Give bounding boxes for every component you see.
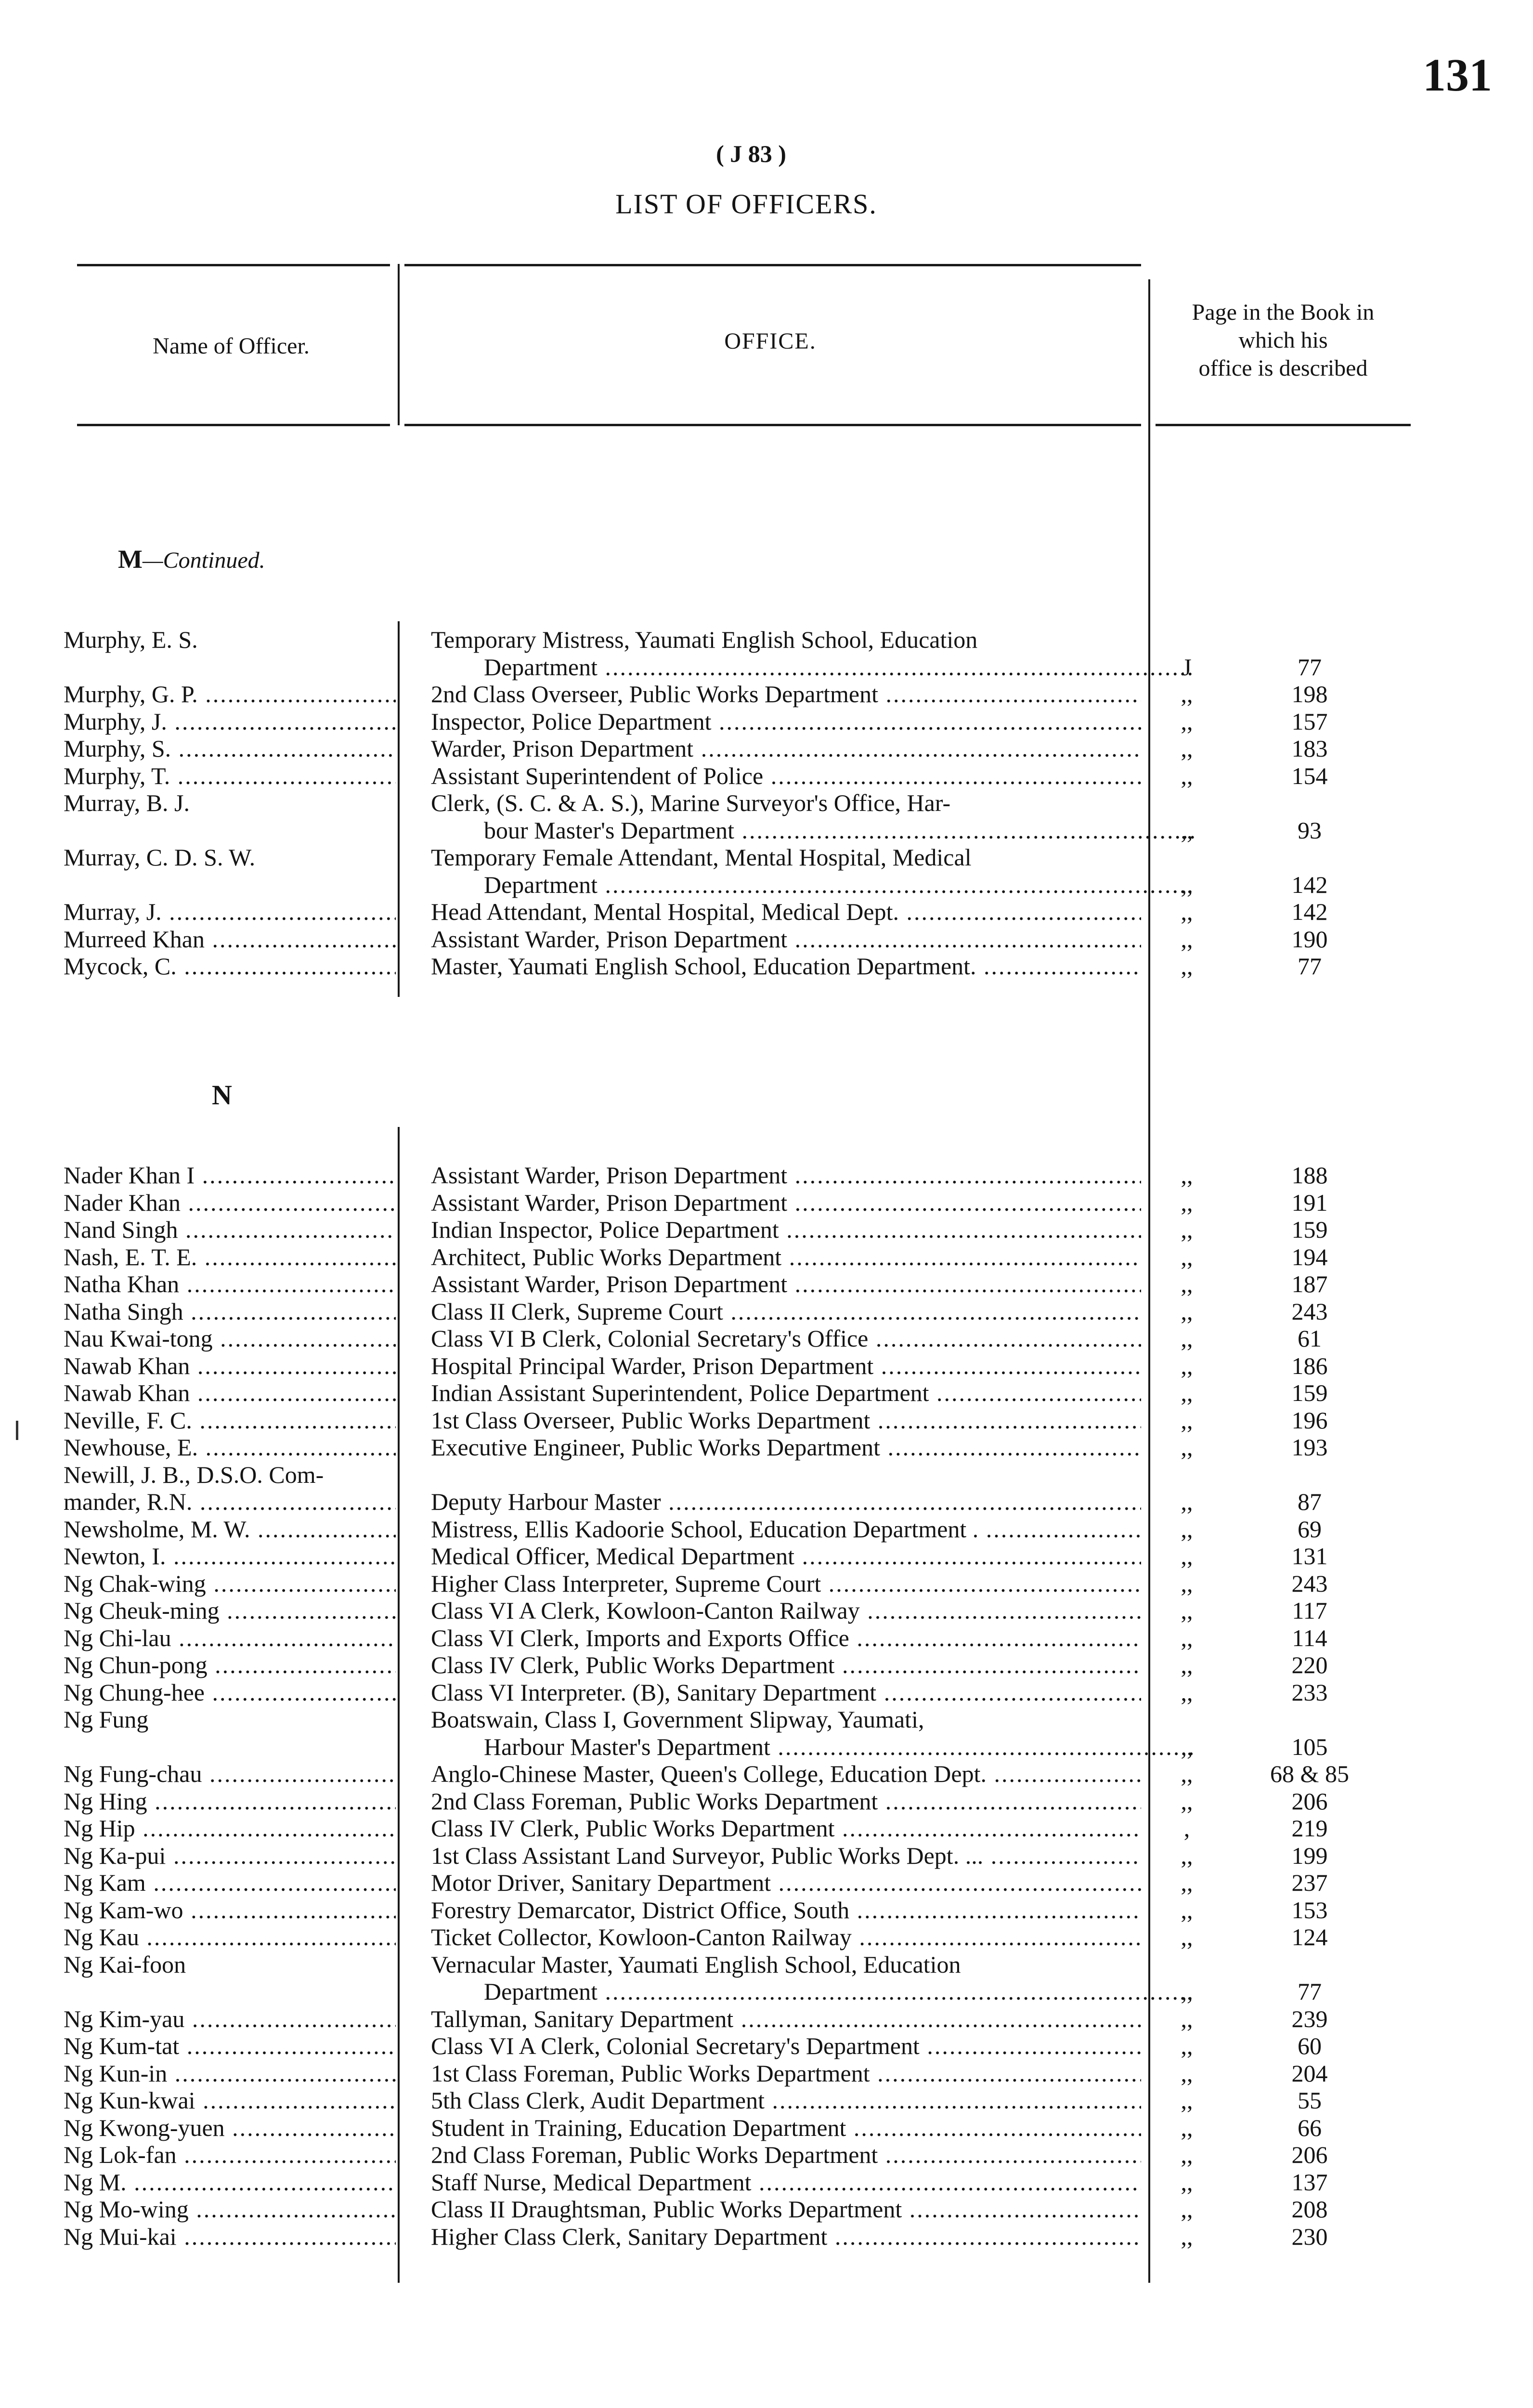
ditto-mark: ,, — [1181, 1842, 1193, 1869]
header-bottom-rule-left — [77, 424, 390, 426]
ditto-mark: ,, — [1181, 1162, 1193, 1189]
officer-name: Murphy, J. ..... — [64, 708, 396, 735]
page-reference: 87 — [1298, 1488, 1322, 1515]
officer-list-m — [0, 626, 1533, 980]
office-description: Medical Officer, Medical Department ..... — [431, 1543, 1141, 1570]
header-bottom-rule-right — [1156, 424, 1411, 426]
officer-entry — [0, 735, 1533, 762]
ditto-mark: ,, — [1181, 1216, 1193, 1243]
officer-name: Ng Ka-pui ..... — [64, 1842, 396, 1870]
officer-entry — [0, 681, 1533, 708]
officer-entry — [0, 1162, 1533, 1189]
office-description: Mistress, Ellis Kadoorie School, Education Department . ..... — [431, 1516, 1141, 1543]
officer-entry — [0, 953, 1533, 980]
officer-name: Newhouse, E. ..... — [64, 1434, 396, 1461]
office-description: Department ..... — [431, 871, 1194, 899]
header-page-in-book — [1156, 299, 1411, 382]
page-reference: 61 — [1298, 1325, 1322, 1352]
page-reference: 233 — [1291, 1678, 1328, 1706]
office-description: Assistant Warder, Prison Department ..... — [431, 1270, 1141, 1298]
header-name-of-officer: Name of Officer. — [153, 333, 310, 359]
ditto-mark: ,, — [1181, 1869, 1193, 1896]
office-description: 1st Class Assistant Land Surveyor, Public Works Dept. ... ..... — [431, 1842, 1141, 1870]
officer-entry — [0, 1543, 1533, 1570]
officer-name: Newill, J. B., D.S.O. Com- — [64, 1461, 324, 1488]
office-description: Higher Class Interpreter, Supreme Court ..... — [431, 1570, 1141, 1597]
ditto-mark: ,, — [1181, 871, 1193, 898]
page-reference: 131 — [1291, 1543, 1328, 1570]
page-reference: 69 — [1298, 1515, 1322, 1543]
office-description: Assistant Warder, Prison Department ..... — [431, 926, 1141, 953]
ditto-mark: ,, — [1181, 953, 1193, 980]
office-description: Inspector, Police Department ..... — [431, 708, 1141, 735]
officer-entry — [0, 1461, 1533, 1516]
officer-entry — [0, 1951, 1533, 2005]
officer-entry — [0, 1379, 1533, 1407]
officer-name: Murphy, T. ..... — [64, 762, 396, 790]
page-reference: 188 — [1291, 1162, 1328, 1189]
officer-name: Ng Kai-foon — [64, 1950, 186, 1978]
page-reference: 60 — [1298, 2032, 1322, 2059]
ditto-mark: ,, — [1181, 2141, 1193, 2168]
officer-entry — [0, 1924, 1533, 1951]
officer-entry — [0, 926, 1533, 953]
office-description: Vernacular Master, Yaumati English School, Education — [431, 1950, 961, 1978]
page-reference: 142 — [1291, 871, 1328, 898]
ditto-mark: ,, — [1181, 1760, 1193, 1787]
officer-name: Ng Chung-hee ..... — [64, 1679, 396, 1706]
officer-entry — [0, 844, 1533, 898]
page-reference: 239 — [1291, 2005, 1328, 2032]
office-description: Class VI Clerk, Imports and Exports Office ..... — [431, 1624, 1141, 1652]
officer-name: Murphy, G. P. ..... — [64, 681, 396, 708]
officer-entry — [0, 1298, 1533, 1325]
office-description: Executive Engineer, Public Works Department ..... — [431, 1434, 1141, 1461]
page-reference: 230 — [1291, 2223, 1328, 2250]
officer-name: Murphy, S. ..... — [64, 735, 396, 762]
page-title: LIST OF OFFICERS. — [615, 188, 877, 220]
ditto-mark: ,, — [1181, 2005, 1193, 2032]
officer-name: mander, R.N. ..... — [64, 1488, 396, 1516]
officer-name: Neville, F. C. ..... — [64, 1407, 396, 1434]
page-reference: 77 — [1298, 953, 1322, 980]
officer-name: Ng Mui-kai ..... — [64, 2223, 396, 2251]
ditto-mark: ,, — [1181, 816, 1193, 844]
ditto-mark: ,, — [1181, 1515, 1193, 1543]
page-reference: 105 — [1291, 1733, 1328, 1760]
office-description: Temporary Female Attendant, Mental Hospital, Medical — [431, 844, 972, 871]
page-reference: 243 — [1291, 1570, 1328, 1597]
officer-entry — [0, 898, 1533, 926]
office-description: Class IV Clerk, Public Works Department ..... — [431, 1815, 1141, 1842]
page-reference: 183 — [1291, 735, 1328, 762]
officer-entry — [0, 789, 1533, 844]
ditto-mark: ,, — [1181, 2223, 1193, 2250]
office-description: 5th Class Clerk, Audit Department ..... — [431, 2087, 1141, 2114]
officer-name: Newton, I. ..... — [64, 1543, 396, 1570]
officer-name: Newsholme, M. W. ..... — [64, 1516, 396, 1543]
section-letter-m: M — [118, 545, 143, 574]
officer-name: Nawab Khan ..... — [64, 1352, 396, 1380]
officer-name: Ng Cheuk-ming ..... — [64, 1597, 396, 1624]
office-description: 2nd Class Foreman, Public Works Department ..... — [431, 2141, 1141, 2169]
ditto-mark: ,, — [1181, 2087, 1193, 2114]
officer-name: Ng Kum-tat ..... — [64, 2032, 396, 2060]
officer-name: Mycock, C. ..... — [64, 953, 396, 980]
page-reference: 159 — [1291, 1216, 1328, 1243]
page-reference: 117 — [1292, 1597, 1327, 1624]
officer-entry — [0, 2141, 1533, 2169]
officer-name: Murreed Khan ..... — [64, 926, 396, 953]
ditto-mark: ,, — [1181, 2114, 1193, 2141]
office-description: bour Master's Department ..... — [431, 817, 1194, 844]
office-description: Clerk, (S. C. & A. S.), Marine Surveyor's Office, Har- — [431, 789, 951, 816]
ditto-mark: J — [1182, 653, 1192, 681]
officer-name: Ng Hing ..... — [64, 1788, 396, 1815]
ditto-mark: ,, — [1181, 707, 1193, 735]
office-description: Temporary Mistress, Yaumati English School, Education — [431, 626, 978, 653]
page-reference: 191 — [1291, 1189, 1328, 1216]
page-reference: 77 — [1298, 653, 1322, 681]
office-description: Indian Inspector, Police Department ..... — [431, 1216, 1141, 1243]
officer-entry — [0, 1842, 1533, 1870]
ditto-mark: ,, — [1181, 1325, 1193, 1352]
ditto-mark: ,, — [1181, 1570, 1193, 1597]
page-reference: 243 — [1291, 1297, 1328, 1325]
officer-name: Ng Kam ..... — [64, 1869, 396, 1897]
officer-entry — [0, 1869, 1533, 1897]
officer-name: Ng Chi-lau ..... — [64, 1624, 396, 1652]
page-reference: 153 — [1291, 1896, 1328, 1924]
header-page-line-1: Page in the Book in — [1192, 300, 1375, 325]
office-description: 2nd Class Overseer, Public Works Department ..... — [431, 681, 1141, 708]
ditto-mark: ,, — [1181, 2059, 1193, 2087]
office-description: Master, Yaumati English School, Education Department. ..... — [431, 953, 1141, 980]
officer-entry — [0, 708, 1533, 735]
ditto-mark: ,, — [1181, 1243, 1193, 1270]
page-reference: 199 — [1291, 1842, 1328, 1869]
officer-name: Murray, B. J. — [64, 789, 190, 816]
office-description: Motor Driver, Sanitary Department ..... — [431, 1869, 1141, 1897]
margin-mark — [16, 1421, 18, 1440]
officer-entry — [0, 1760, 1533, 1788]
officer-name: Ng Kwong-yuen ..... — [64, 2114, 396, 2142]
officer-name: Ng Chun-pong ..... — [64, 1651, 396, 1679]
ditto-mark: ,, — [1181, 1678, 1193, 1706]
page-reference: 206 — [1291, 1787, 1328, 1815]
officer-entry — [0, 1325, 1533, 1352]
page-reference: 124 — [1291, 1924, 1328, 1950]
officer-name: Nader Khan I ..... — [64, 1162, 396, 1189]
office-description: Assistant Warder, Prison Department ..... — [431, 1189, 1141, 1217]
office-description: Class VI A Clerk, Colonial Secretary's Department ..... — [431, 2032, 1141, 2060]
officer-entry — [0, 1270, 1533, 1298]
officer-list-n — [0, 1162, 1533, 2250]
page-reference: 194 — [1291, 1243, 1328, 1270]
officer-name: Nawab Khan ..... — [64, 1379, 396, 1407]
officer-entry — [0, 2087, 1533, 2114]
ditto-mark: ,, — [1181, 735, 1193, 762]
officer-entry — [0, 2032, 1533, 2060]
officer-entry — [0, 1243, 1533, 1271]
page-reference: 159 — [1291, 1379, 1328, 1406]
office-description: Ticket Collector, Kowloon-Canton Railway ..... — [431, 1924, 1141, 1951]
office-description: Student in Training, Education Department ..... — [431, 2114, 1141, 2142]
ditto-mark: ,, — [1181, 1787, 1193, 1815]
officer-name: Ng Lok-fan ..... — [64, 2141, 396, 2169]
ditto-mark: ,, — [1181, 1978, 1193, 2005]
officer-entry — [0, 2060, 1533, 2087]
section-heading-n — [212, 1079, 232, 1111]
officer-name: Murphy, E. S. — [64, 626, 198, 653]
ditto-mark: ,, — [1181, 1733, 1193, 1760]
header-page-line-3: office is described — [1198, 355, 1368, 381]
officer-entry — [0, 626, 1533, 681]
officer-entry — [0, 1788, 1533, 1815]
page-reference: 208 — [1291, 2196, 1328, 2223]
officer-entry — [0, 762, 1533, 790]
ditto-mark: ,, — [1181, 1406, 1193, 1434]
ditto-mark: ,, — [1181, 1379, 1193, 1406]
office-description: Boatswain, Class I, Government Slipway, Yaumati, — [431, 1706, 924, 1733]
officer-name: Ng Kun-in ..... — [64, 2060, 396, 2087]
page-reference: 114 — [1292, 1624, 1327, 1651]
header-page-line-2: which his — [1238, 327, 1328, 353]
header-top-rule-left — [77, 264, 390, 266]
header-bottom-rule-center — [404, 424, 1141, 426]
officer-entry — [0, 1216, 1533, 1243]
ditto-mark: ,, — [1181, 1896, 1193, 1924]
page-reference: 93 — [1298, 816, 1322, 844]
ditto-mark: ,, — [1181, 1189, 1193, 1216]
page-number: 131 — [1423, 49, 1492, 101]
ditto-mark: ,, — [1181, 1624, 1193, 1651]
officer-name: Ng Mo-wing ..... — [64, 2196, 396, 2223]
office-description: Indian Assistant Superintendent, Police Department ..... — [431, 1379, 1141, 1407]
officer-entry — [0, 1189, 1533, 1217]
office-description: Harbour Master's Department ..... — [431, 1733, 1194, 1761]
office-description: Hospital Principal Warder, Prison Department ..... — [431, 1352, 1141, 1380]
section-continued: —Continued. — [142, 548, 265, 573]
office-description: Assistant Superintendent of Police ..... — [431, 762, 1141, 790]
ditto-mark: ,, — [1181, 898, 1193, 925]
page-reference: 206 — [1291, 2141, 1328, 2168]
ditto-mark: ,, — [1181, 1488, 1193, 1515]
ditto-mark: ,, — [1181, 762, 1193, 789]
officer-name: Ng Fung — [64, 1706, 149, 1733]
office-description: Tallyman, Sanitary Department ..... — [431, 2005, 1141, 2033]
page-reference: 204 — [1291, 2059, 1328, 2087]
office-description: Anglo-Chinese Master, Queen's College, Education Dept. ..... — [431, 1760, 1141, 1788]
ditto-mark: , — [1183, 1815, 1190, 1842]
page-reference: 77 — [1298, 1978, 1322, 2005]
officer-name: Ng Kun-kwai ..... — [64, 2087, 396, 2114]
ditto-mark: ,, — [1181, 1434, 1193, 1461]
page-reference: 198 — [1291, 681, 1328, 707]
officer-name: Ng Chak-wing ..... — [64, 1570, 396, 1597]
office-description: 2nd Class Foreman, Public Works Department ..... — [431, 1788, 1141, 1815]
header-top-rule-center — [404, 264, 1141, 266]
officer-name: Murray, C. D. S. W. — [64, 844, 256, 871]
document-reference: ( J 83 ) — [716, 140, 786, 167]
officer-name: Nand Singh ..... — [64, 1216, 396, 1243]
ditto-mark: ,, — [1181, 1651, 1193, 1678]
office-description: Assistant Warder, Prison Department ..... — [431, 1162, 1141, 1189]
officer-name: Ng Kam-wo ..... — [64, 1897, 396, 1924]
page-reference: 55 — [1298, 2087, 1322, 2114]
ditto-mark: ,, — [1181, 2168, 1193, 2196]
office-description: Architect, Public Works Department ..... — [431, 1243, 1141, 1271]
page-reference: 219 — [1291, 1815, 1328, 1842]
office-description: Department ..... — [431, 1978, 1194, 2005]
page-reference: 186 — [1291, 1352, 1328, 1379]
officer-entry — [0, 1897, 1533, 1924]
page-reference: 193 — [1291, 1434, 1328, 1461]
officer-entry — [0, 1706, 1533, 1760]
office-description: 1st Class Foreman, Public Works Department ..... — [431, 2060, 1141, 2087]
office-description: Class VI B Clerk, Colonial Secretary's Office ..... — [431, 1325, 1141, 1352]
officer-entry — [0, 1516, 1533, 1543]
officer-entry — [0, 1407, 1533, 1434]
page-reference: 68 & 85 — [1270, 1760, 1349, 1787]
officer-entry — [0, 1597, 1533, 1624]
officer-entry — [0, 1815, 1533, 1842]
officer-name: Nau Kwai-tong ..... — [64, 1325, 396, 1352]
officer-entry — [0, 2005, 1533, 2033]
officer-entry — [0, 1651, 1533, 1679]
ditto-mark: ,, — [1181, 1597, 1193, 1624]
officer-name: Natha Singh ..... — [64, 1298, 396, 1325]
ditto-mark: ,, — [1181, 681, 1193, 707]
officer-name: Murray, J. ..... — [64, 898, 396, 926]
officer-name: Ng M. ..... — [64, 2169, 396, 2196]
section-heading-m — [118, 544, 265, 574]
officer-entry — [0, 1624, 1533, 1652]
ditto-mark: ,, — [1181, 1924, 1193, 1950]
officer-entry — [0, 1352, 1533, 1380]
office-description: Class II Clerk, Supreme Court ..... — [431, 1298, 1141, 1325]
ditto-mark: ,, — [1181, 2032, 1193, 2059]
officer-entry — [0, 2169, 1533, 2196]
ditto-mark: ,, — [1181, 1297, 1193, 1325]
officer-entry — [0, 2223, 1533, 2251]
office-description: Forestry Demarcator, District Office, South ..... — [431, 1897, 1141, 1924]
office-description: Higher Class Clerk, Sanitary Department ..... — [431, 2223, 1141, 2251]
page-reference: 142 — [1291, 898, 1328, 925]
ditto-mark: ,, — [1181, 1543, 1193, 1570]
page-reference: 187 — [1291, 1270, 1328, 1297]
page-reference: 190 — [1291, 925, 1328, 953]
ditto-mark: ,, — [1181, 2196, 1193, 2223]
office-description: Department ..... — [431, 654, 1194, 681]
office-description: Deputy Harbour Master ..... — [431, 1488, 1141, 1516]
page-reference: 157 — [1291, 707, 1328, 735]
page-reference: 196 — [1291, 1406, 1328, 1434]
officer-name: Ng Fung-chau ..... — [64, 1760, 396, 1788]
office-description: Class VI Interpreter. (B), Sanitary Department ..... — [431, 1679, 1141, 1706]
page-reference: 66 — [1298, 2114, 1322, 2141]
officer-name: Ng Kau ..... — [64, 1924, 396, 1951]
office-description: Class VI A Clerk, Kowloon-Canton Railway ..... — [431, 1597, 1141, 1624]
office-description: Head Attendant, Mental Hospital, Medical Dept. ..... — [431, 898, 1141, 926]
officer-entry — [0, 1434, 1533, 1461]
ditto-mark: ,, — [1181, 1352, 1193, 1379]
office-description: Class II Draughtsman, Public Works Department ..... — [431, 2196, 1141, 2223]
office-description: 1st Class Overseer, Public Works Department ..... — [431, 1407, 1141, 1434]
officer-name: Nader Khan ..... — [64, 1189, 396, 1217]
ditto-mark: ,, — [1181, 1270, 1193, 1297]
page-reference: 237 — [1291, 1869, 1328, 1896]
office-description: Staff Nurse, Medical Department ..... — [431, 2169, 1141, 2196]
officer-name: Ng Kim-yau ..... — [64, 2005, 396, 2033]
ditto-mark: ,, — [1181, 925, 1193, 953]
page-reference: 220 — [1291, 1651, 1328, 1678]
office-description: Warder, Prison Department ..... — [431, 735, 1141, 762]
officer-name: Ng Hip ..... — [64, 1815, 396, 1842]
officer-entry — [0, 1570, 1533, 1597]
column-divider-1 — [398, 264, 400, 425]
officer-name: Natha Khan ..... — [64, 1270, 396, 1298]
officer-entry — [0, 2196, 1533, 2223]
office-description: Class IV Clerk, Public Works Department ..... — [431, 1651, 1141, 1679]
page-reference: 154 — [1291, 762, 1328, 789]
header-office: OFFICE. — [724, 328, 817, 354]
officer-entry — [0, 1679, 1533, 1706]
page-reference: 137 — [1291, 2168, 1328, 2196]
officer-entry — [0, 2114, 1533, 2142]
section-letter-n: N — [212, 1079, 232, 1111]
officer-name: Nash, E. T. E. ..... — [64, 1243, 396, 1271]
